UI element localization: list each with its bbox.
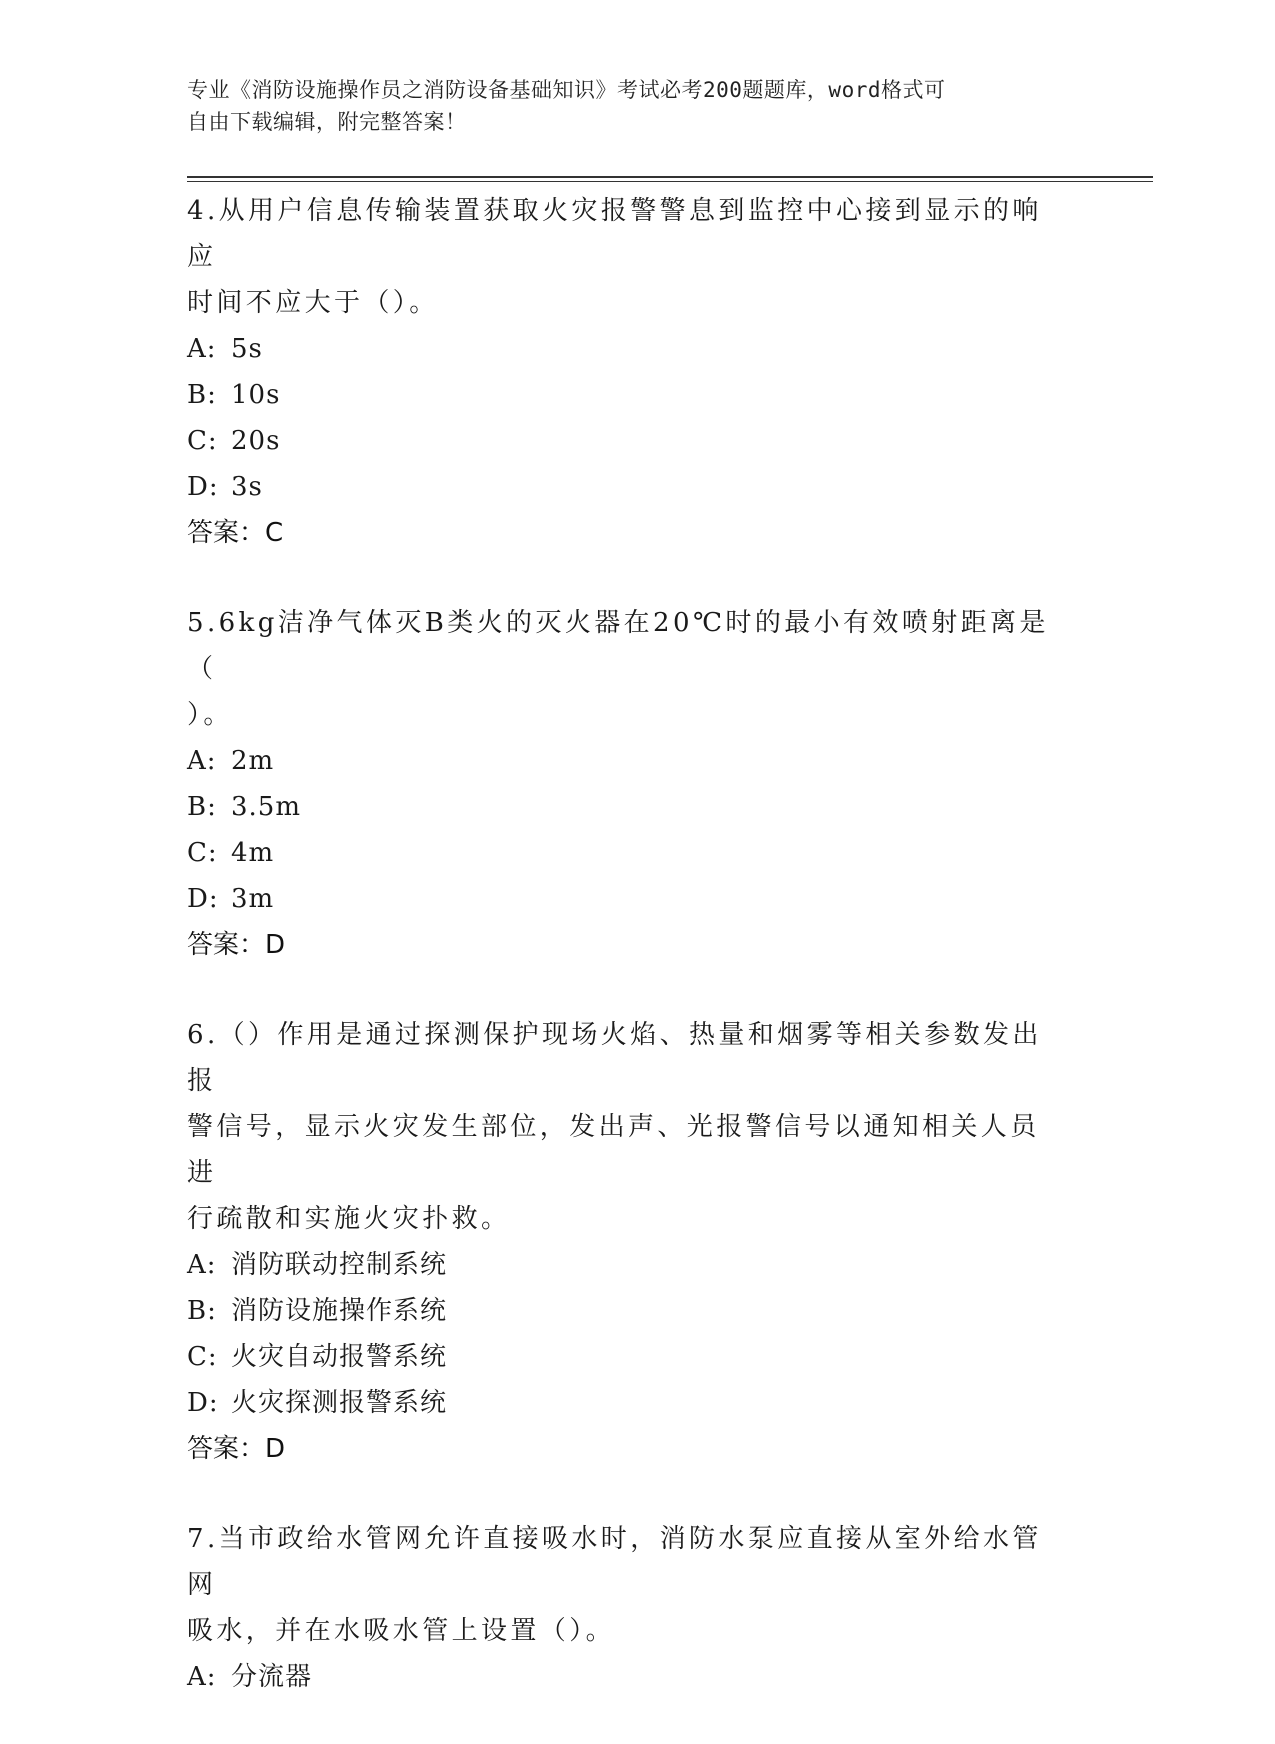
option-key: D: [187, 472, 219, 502]
option-text: 分流器 [231, 1662, 313, 1692]
option-text: 3.5m [231, 792, 302, 822]
correct-answer: 答案：C [187, 518, 284, 548]
header-line-1: 专业《消防设施操作员之消防设备基础知识》考试必考200题题库，word格式可 [187, 78, 946, 102]
answer-option [187, 784, 1067, 830]
correct-answer: 答案：D [187, 930, 286, 960]
answer-option [187, 418, 1067, 464]
document-header [187, 74, 1067, 138]
header-divider-thin [187, 181, 1153, 182]
option-key: C: [187, 1342, 218, 1372]
question-stem-line: 警信号，显示火灾发生部位，发出声、光报警信号以通知相关人员进 [187, 1112, 1040, 1188]
question-item [187, 1516, 1067, 1700]
option-key: A: [187, 1250, 217, 1280]
question-item [187, 1012, 1067, 1472]
answer-option [187, 1288, 1067, 1334]
option-key: B: [187, 1296, 217, 1326]
answer-option [187, 830, 1067, 876]
question-item [187, 600, 1067, 968]
question-stem-line: 时间不应大于（）。 [187, 288, 439, 318]
option-key: B: [187, 792, 217, 822]
question-stem-line: 吸水，并在水吸水管上设置（）。 [187, 1616, 616, 1646]
option-text: 2m [231, 746, 275, 776]
question-stem-line: ）。 [187, 700, 233, 730]
question-stem-line: 6.（）作用是通过探测保护现场火焰、热量和烟雾等相关参数发出报 [187, 1020, 1042, 1096]
option-key: C: [187, 838, 218, 868]
answer-option [187, 464, 1067, 510]
option-key: B: [187, 380, 217, 410]
option-text: 5s [231, 334, 263, 364]
option-key: D: [187, 884, 219, 914]
question-stem-line: 4.从用户信息传输装置获取火灾报警警息到监控中心接到显示的响应 [187, 196, 1042, 272]
option-key: A: [187, 334, 217, 364]
option-text: 10s [231, 380, 281, 410]
answer-option [187, 738, 1067, 784]
option-text: 消防联动控制系统 [231, 1250, 448, 1280]
answer-option [187, 326, 1067, 372]
option-text: 消防设施操作系统 [231, 1296, 448, 1326]
option-key: D: [187, 1388, 219, 1418]
question-item [187, 188, 1067, 556]
answer-option [187, 372, 1067, 418]
answer-option [187, 1654, 1067, 1700]
option-text: 3m [231, 884, 275, 914]
question-stem-line: 5.6kg洁净气体灭B类火的灭火器在20℃时的最小有效喷射距离是（ [187, 608, 1049, 684]
question-stem-line: 7.当市政给水管网允许直接吸水时，消防水泵应直接从室外给水管网 [187, 1524, 1042, 1600]
question-stem-line: 行疏散和实施火灾扑救。 [187, 1204, 511, 1234]
option-text: 火灾探测报警系统 [231, 1388, 448, 1418]
correct-answer: 答案：D [187, 1434, 286, 1464]
option-text: 3s [231, 472, 263, 502]
option-text: 20s [231, 426, 281, 456]
option-key: C: [187, 426, 218, 456]
answer-option [187, 1334, 1067, 1380]
answer-option [187, 876, 1067, 922]
option-text: 火灾自动报警系统 [231, 1342, 448, 1372]
question-list [187, 188, 1067, 1744]
option-text: 4m [231, 838, 275, 868]
answer-option [187, 1242, 1067, 1288]
header-divider-thick [187, 176, 1153, 178]
option-key: A: [187, 746, 217, 776]
option-key: A: [187, 1662, 217, 1692]
answer-option [187, 1380, 1067, 1426]
header-line-2: 自由下载编辑，附完整答案！ [187, 110, 467, 134]
